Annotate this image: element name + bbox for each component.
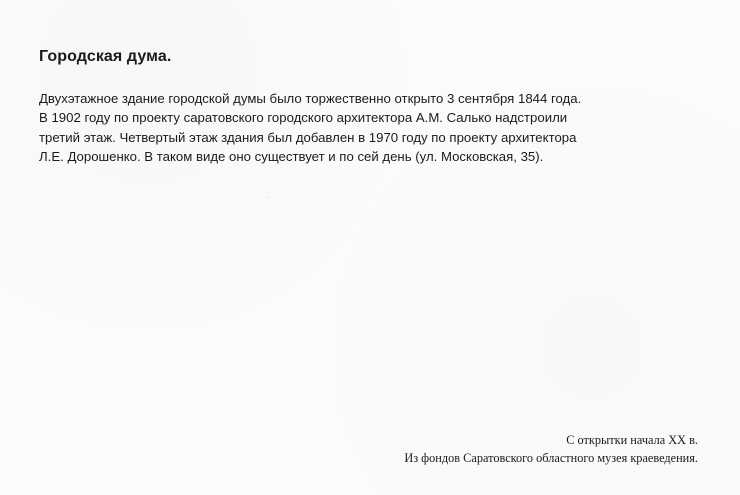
paper-speck — [268, 197, 269, 198]
description-line: Двухэтажное здание городской думы было торжественно открыто 3 сентября 1844 года. — [39, 91, 582, 106]
description-line: третий этаж. Четвертый этаж здания был добавлен в 1970 году по проекту архитектора — [39, 129, 577, 145]
caption-line: Из фондов Саратовского областного музея краеведения. — [404, 451, 698, 465]
caption-line: С открытки начала XX в. — [566, 433, 698, 447]
description-text — [39, 89, 679, 166]
description-line: В 1902 году по проекту саратовского городского архитектора А.М. Салько надстроили — [39, 110, 568, 126]
description-line: Л.Е. Дорошенко. В таком виде оно существует и по сей день (ул. Московская, 35). — [39, 148, 544, 164]
source-caption — [404, 431, 698, 467]
page-title: Городская дума. — [39, 48, 172, 65]
